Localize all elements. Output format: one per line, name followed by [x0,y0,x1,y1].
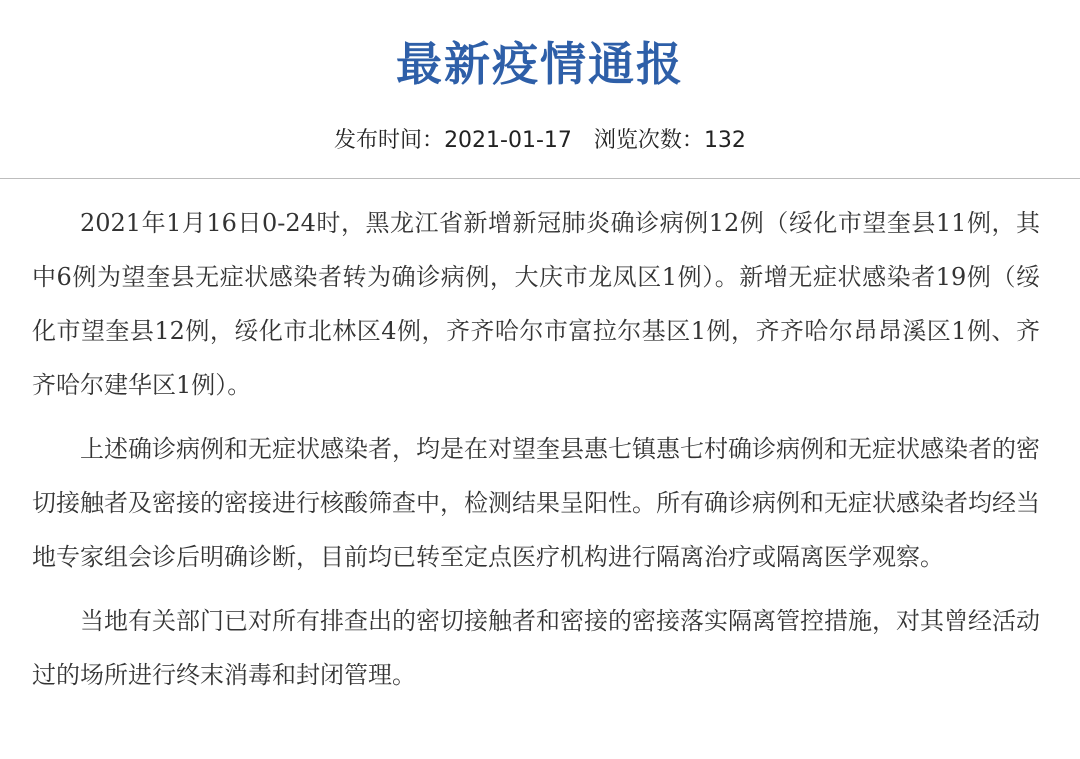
page-title: 最新疫情通报 [396,37,684,91]
view-count-label: 浏览次数： [593,128,704,153]
article-meta [0,124,1080,158]
publish-time-label: 发布时间： [334,128,445,153]
publish-time-value: 2021-01-17 [444,128,572,153]
paragraph-control-measures: 当地有关部门已对所有排查出的密切接触者和密接的密接落实隔离管控措施，对其曾经活动过的场所进行终末消毒和封闭管理。 [32,607,1040,689]
view-count-value: 132 [703,128,746,153]
paragraph-new-cases: 2021年1月16日0-24时，黑龙江省新增新冠肺炎确诊病例12例（绥化市望奎县11例，其中6例为望奎县无症状感染者转为确诊病例，大庆市龙凤区1例）。新增无症状感染者19例（绥化市望奎县12例，绥化市北林区4例，齐齐哈尔市富拉尔基区1例，齐齐哈尔昂昂溪区1例、齐齐哈尔建华区1例）。 [32,209,1040,399]
paragraph-screening: 上述确诊病例和无症状感染者，均是在对望奎县惠七镇惠七村确诊病例和无症状感染者的密切接触者及密接的密接进行核酸筛查中，检测结果呈阳性。所有确诊病例和无症状感染者均经当地专家组会诊后明确诊断，目前均已转至定点医疗机构进行隔离治疗或隔离医学观察。 [32,435,1040,571]
article-body [32,196,1040,712]
article-header [0,0,1080,180]
header-divider [0,178,1080,179]
